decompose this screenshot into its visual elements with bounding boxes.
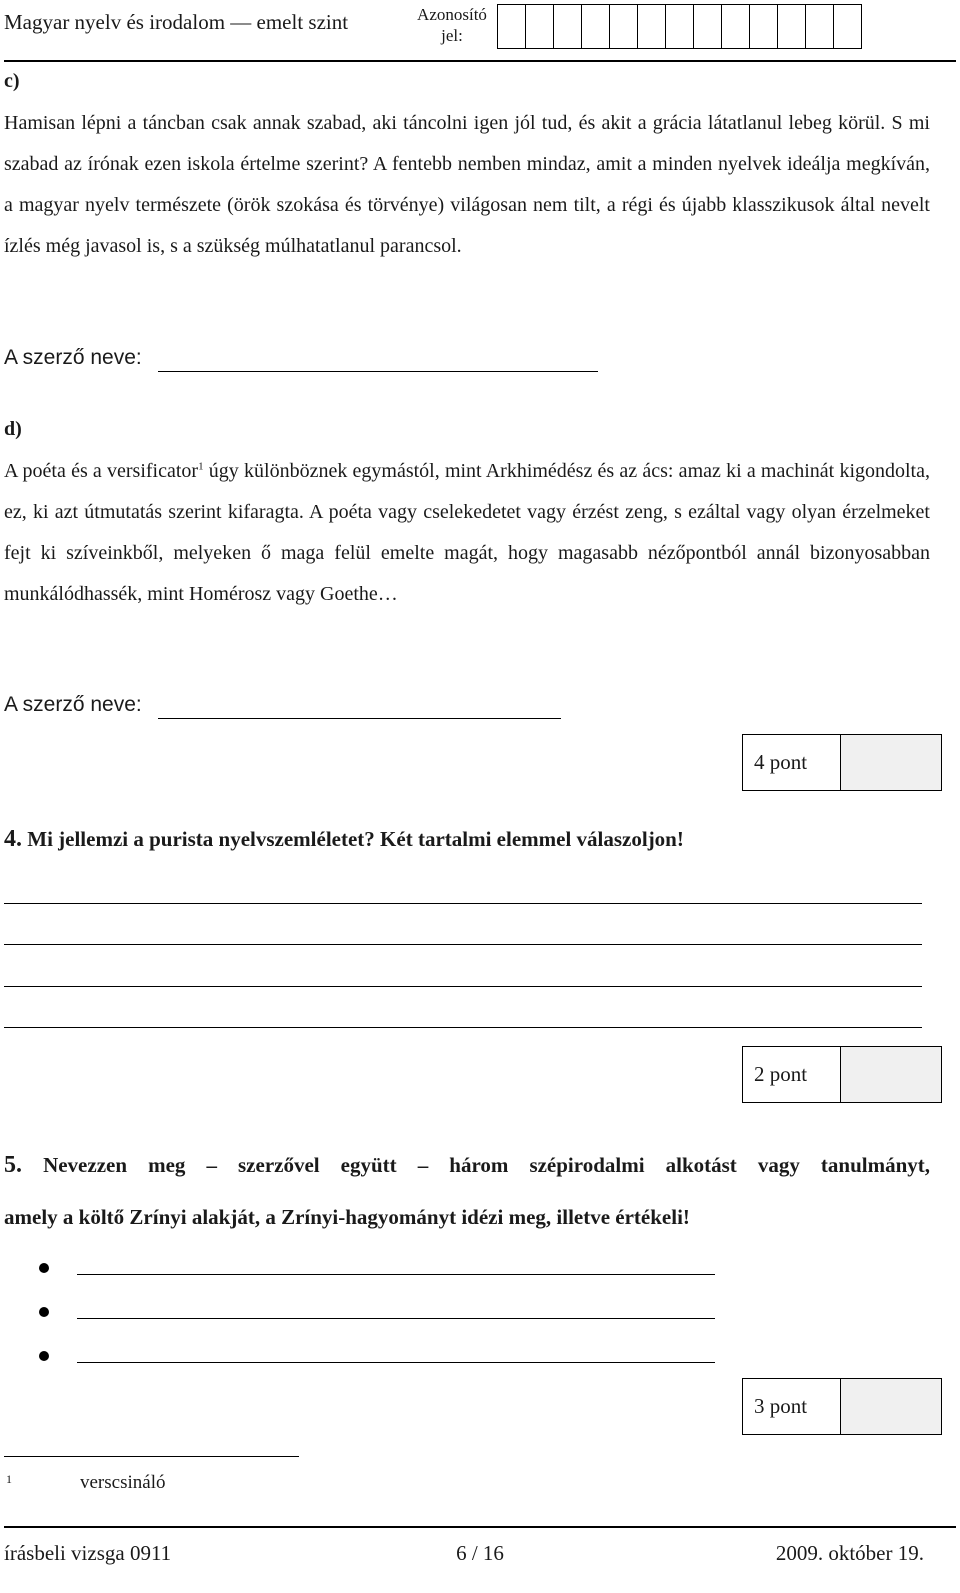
id-boxes[interactable] xyxy=(497,4,862,49)
id-label-line1: Azonosító xyxy=(417,5,487,24)
footnote-number: 1 xyxy=(6,1472,12,1486)
id-box[interactable] xyxy=(554,4,582,49)
score-input-cell[interactable] xyxy=(841,1047,941,1102)
id-box[interactable] xyxy=(582,4,610,49)
section-d-text-rest: úgy különböznek egymástól, mint Arkhimédész és az ács: amaz ki a machinát kigondolta, ez, ki azt útmutatás szerint kifaragta. A poéta vagy cselekedetet vagy érzést zeng, s ezáltal vagy olyan érzelmeket fejt ki szíveinkből, melyeken ő maga felül emelte magát, hogy magasabb nézőpontból annál bizonyosabban munkálódhassék, mint Homérosz vagy Goethe… xyxy=(4,460,930,605)
score-label: 4 pont xyxy=(743,735,841,790)
question-5-text-1: Nevezzen meg – szerzővel együtt – három szépirodalmi alkotást vagy tanulmányt, xyxy=(43,1153,931,1177)
section-d-author-answer-line[interactable] xyxy=(158,718,561,719)
bullet-dot xyxy=(39,1263,49,1273)
section-d-text xyxy=(4,451,930,615)
section-c-text: Hamisan lépni a táncban csak annak szabad, aki táncolni igen jól tud, és akit a grácia látatlanul lebeg körül. S mi szabad az írónak ezen iskola értelme szerint? A fentebb nemben mindaz, amit a minden nyelvek ideálja megkíván, a magyar nyelv természete (örök szokása és törvénye) világosan nem tilt, a régi és újabb klasszikusok által nevelt ízlés még javasol is, s a szükség múlhatatlanul parancsol. xyxy=(4,112,930,257)
header-rule xyxy=(4,60,956,62)
answer-line[interactable] xyxy=(4,986,922,987)
id-box[interactable] xyxy=(834,4,862,49)
id-box[interactable] xyxy=(498,4,526,49)
section-c-author-label: A szerző neve: xyxy=(4,346,142,369)
id-label xyxy=(412,4,492,46)
id-box[interactable] xyxy=(526,4,554,49)
section-d-author-label: A szerző neve: xyxy=(4,693,142,716)
footer-rule xyxy=(4,1526,956,1528)
section-c-author-answer-line[interactable] xyxy=(158,371,598,372)
answer-line[interactable] xyxy=(77,1274,715,1275)
id-box[interactable] xyxy=(638,4,666,49)
answer-line[interactable] xyxy=(77,1362,715,1363)
id-box[interactable] xyxy=(722,4,750,49)
footer-exam-code: írásbeli vizsga 0911 xyxy=(4,1541,172,1565)
id-label-line2: jel: xyxy=(441,26,463,45)
id-box[interactable] xyxy=(778,4,806,49)
id-box[interactable] xyxy=(750,4,778,49)
score-label: 2 pont xyxy=(743,1047,841,1102)
score-input-cell[interactable] xyxy=(841,735,941,790)
question-5-number: 5. xyxy=(4,1152,22,1178)
footnote-rule xyxy=(4,1456,299,1457)
question-4-number: 4. xyxy=(4,826,22,852)
bullet-dot xyxy=(39,1351,49,1361)
section-c-label: c) xyxy=(4,70,20,92)
id-box[interactable] xyxy=(694,4,722,49)
score-label: 3 pont xyxy=(743,1379,841,1434)
answer-line[interactable] xyxy=(4,903,922,904)
section-d-text-start: A poéta és a versificator xyxy=(4,460,199,482)
score-input-cell[interactable] xyxy=(841,1379,941,1434)
section-d-label: d) xyxy=(4,418,22,440)
page-header-title: Magyar nyelv és irodalom — emelt szint xyxy=(4,10,349,34)
score-box-3 xyxy=(742,1378,942,1435)
id-box[interactable] xyxy=(666,4,694,49)
footer-page-number: 6 / 16 xyxy=(456,1541,504,1565)
footnote-text: verscsináló xyxy=(80,1472,166,1493)
id-box[interactable] xyxy=(806,4,834,49)
score-box-2 xyxy=(742,1046,942,1103)
answer-line[interactable] xyxy=(4,1027,922,1028)
footer-date: 2009. október 19. xyxy=(775,1541,924,1565)
answer-line[interactable] xyxy=(4,944,922,945)
answer-line[interactable] xyxy=(77,1318,715,1319)
bullet-dot xyxy=(39,1307,49,1317)
question-5-line-1 xyxy=(4,1152,930,1179)
question-4-text: Mi jellemzi a purista nyelvszemléletet? Két tartalmi elemmel válaszoljon! xyxy=(27,827,684,851)
footnote-ref: 1 xyxy=(198,460,204,473)
id-box[interactable] xyxy=(610,4,638,49)
question-5-line-2: amely a költő Zrínyi alakját, a Zrínyi-hagyományt idézi meg, illetve értékeli! xyxy=(4,1205,690,1229)
score-box-4 xyxy=(742,734,942,791)
question-4 xyxy=(4,826,684,853)
